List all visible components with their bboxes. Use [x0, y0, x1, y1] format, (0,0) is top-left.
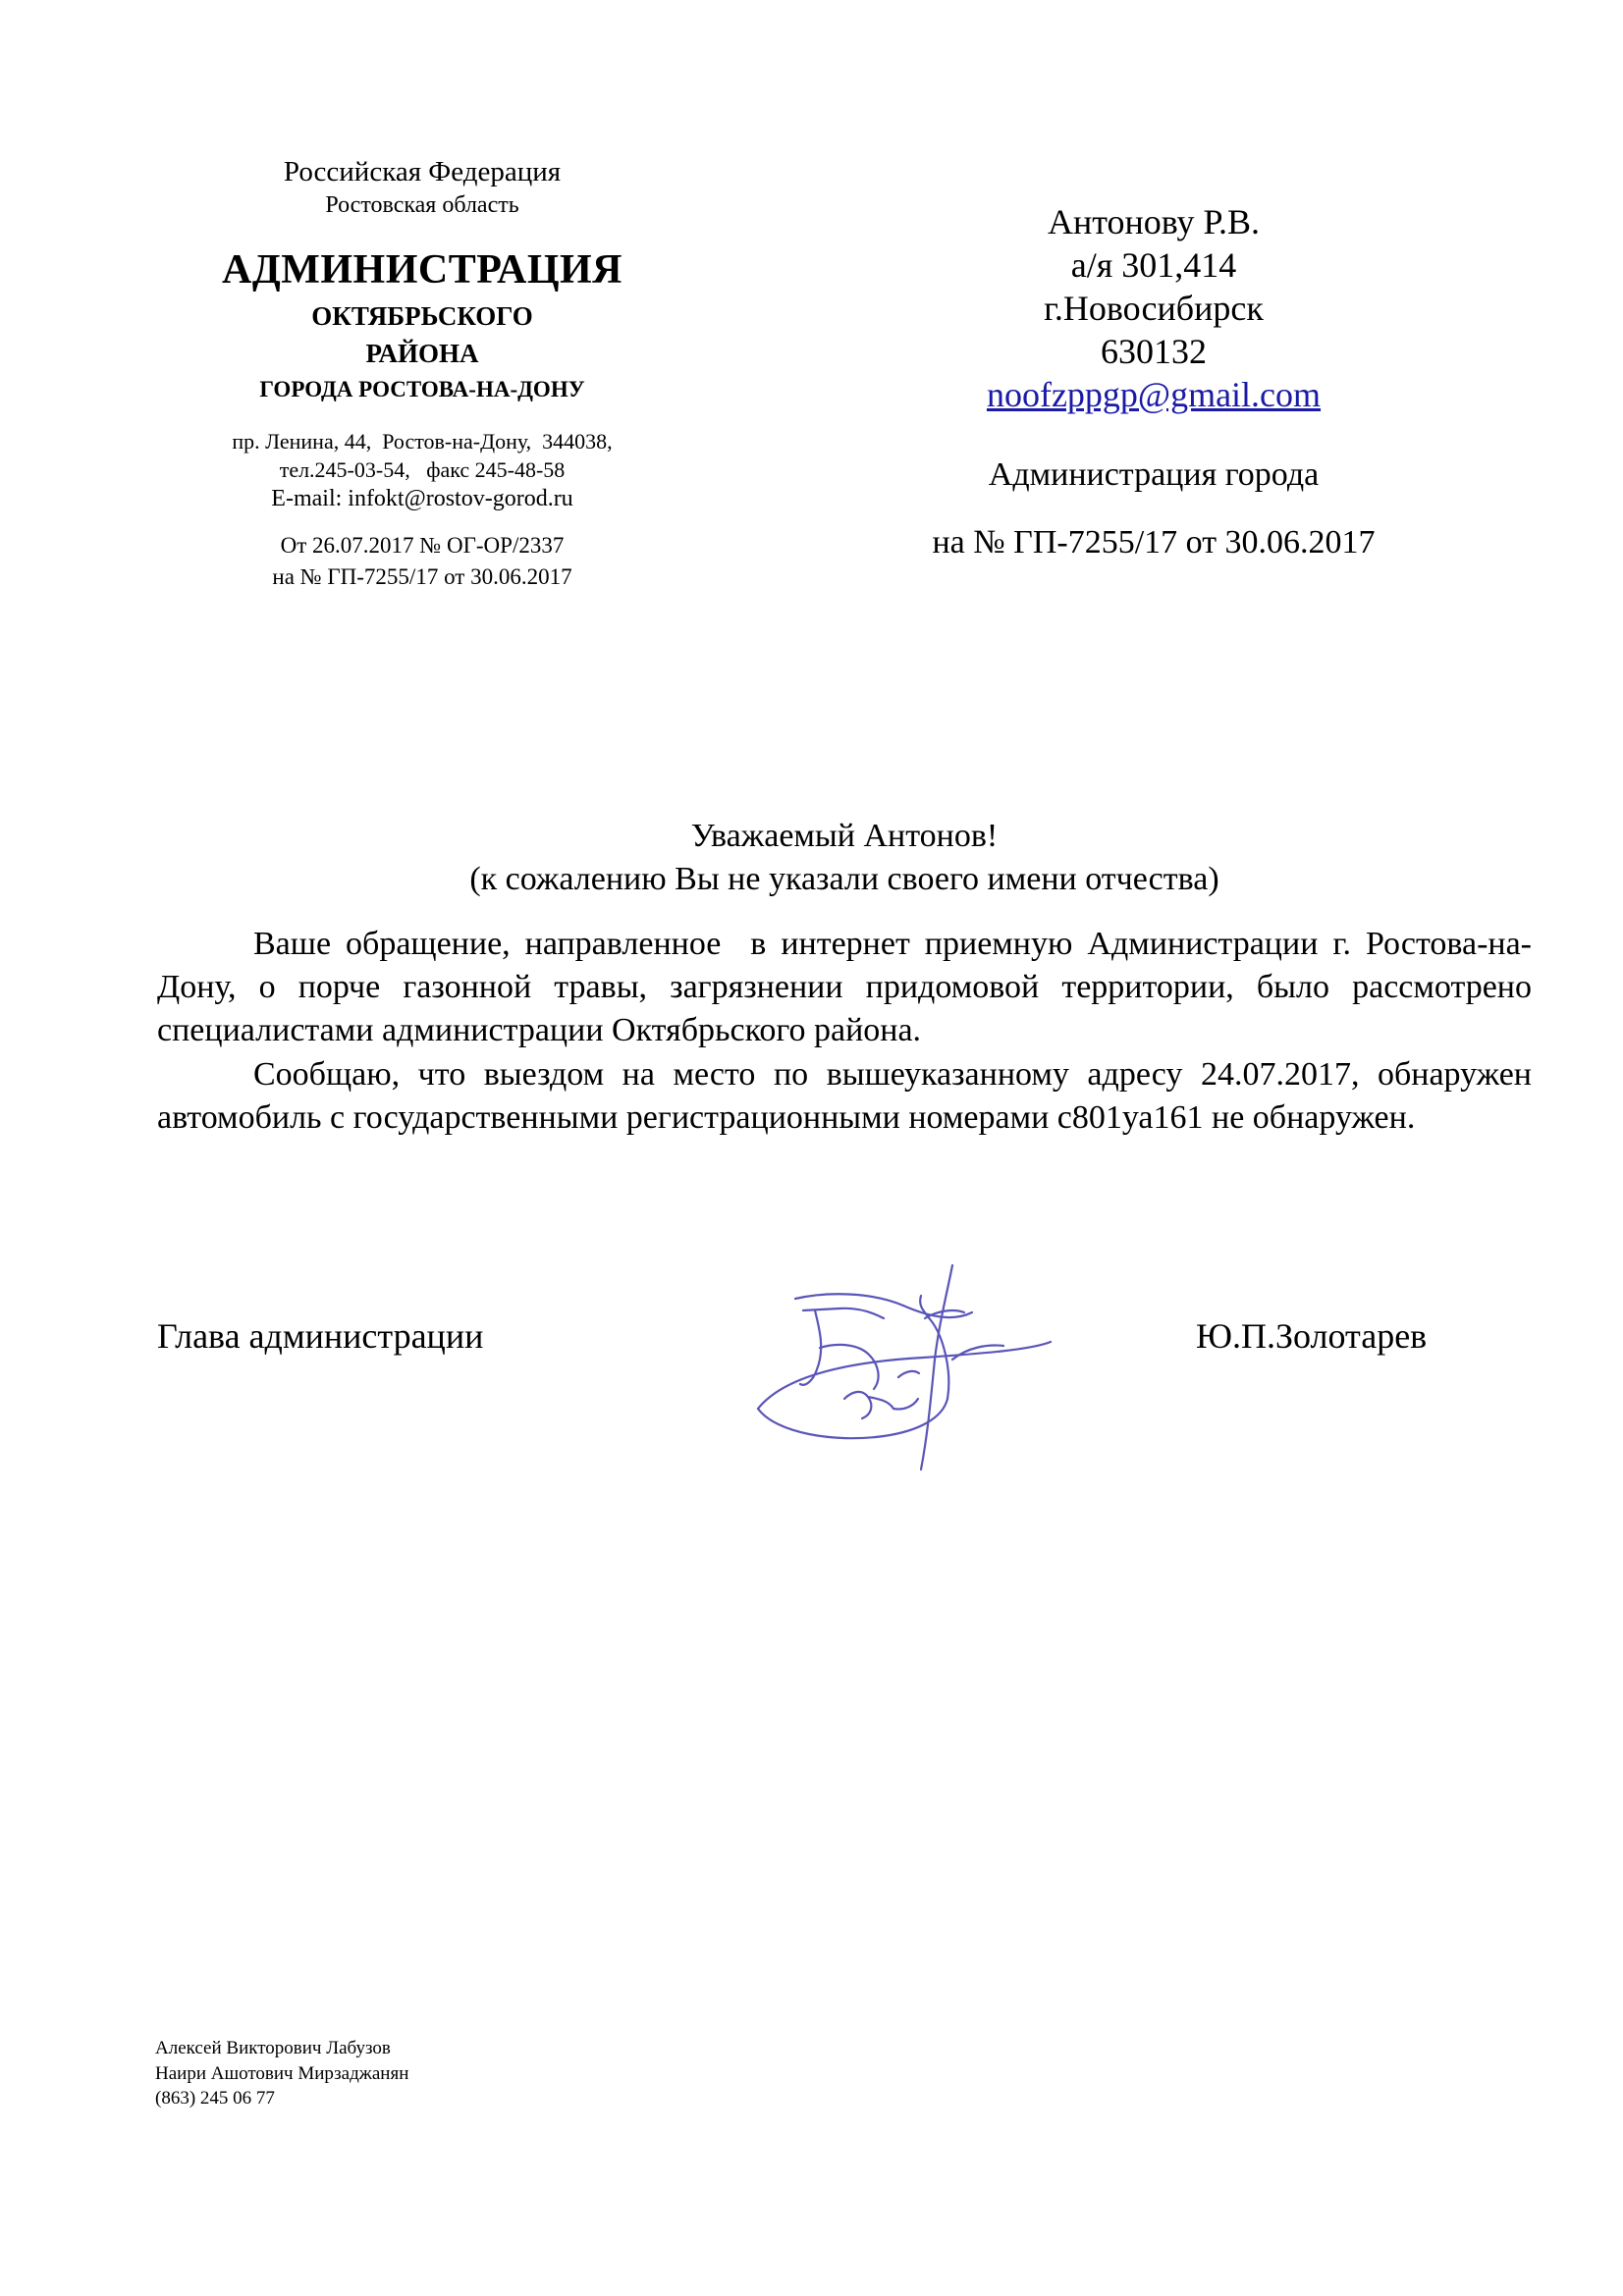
letterhead-country: Российская Федерация	[283, 156, 562, 187]
executor-1: Алексей Викторович Лабузов	[155, 2038, 391, 2058]
addressee-copy-to: Администрация города	[988, 455, 1320, 493]
addressee-email-link[interactable]: noofzppgp@gmail.com	[986, 374, 1322, 414]
letterhead-address-line2: тел.245-03-54, факс 245-48-58	[279, 456, 566, 482]
executors-block	[155, 2036, 408, 2111]
letterhead-district-line2: РАЙОНА	[365, 339, 479, 369]
body-paragraph-2: Сообщаю, что выездом на место по вышеуказанному адресу 24.07.2017, обнаружен автомобиль с государственными регистрационными номерами с801уа161 не обнаружен.	[157, 1055, 1532, 1136]
letterhead-email: E-mail: infokt@rostov-gorod.ru	[271, 485, 573, 511]
addressee-name: Антонову Р.В.	[1047, 202, 1261, 241]
letterhead-address	[177, 428, 668, 484]
addressee-city: г.Новосибирск	[1044, 288, 1264, 328]
executor-phone: (863) 245 06 77	[155, 2088, 275, 2109]
letterhead-incoming-ref: на № ГП-7255/17 от 30.06.2017	[272, 563, 572, 589]
salutation-note: (к сожалению Вы не указали своего имени отчества)	[469, 860, 1219, 897]
addressee-reference: на № ГП-7255/17 от 30.06.2017	[932, 524, 1376, 561]
addressee-postcode: 630132	[1101, 331, 1207, 371]
letterhead-region: Ростовская область	[325, 191, 519, 218]
salutation	[157, 815, 1532, 900]
salutation-greeting: Уважаемый Антонов!	[690, 818, 999, 854]
letter-body	[157, 923, 1541, 1140]
addressee-block	[874, 201, 1434, 562]
letterhead-city: ГОРОДА РОСТОВА-НА-ДОНУ	[259, 376, 585, 401]
handwritten-signature	[746, 1252, 1060, 1477]
letterhead	[177, 155, 668, 591]
letterhead-outgoing-ref: От 26.07.2017 № ОГ-ОР/2337	[280, 533, 565, 559]
letterhead-district-line1: ОКТЯБРЬСКОГО	[311, 300, 533, 331]
signatory-title: Глава администрации	[157, 1316, 484, 1356]
letterhead-admin: АДМИНИСТРАЦИЯ	[221, 246, 622, 293]
addressee-po-box: а/я 301,414	[1070, 244, 1237, 285]
executor-2: Наири Ашотович Мирзаджанян	[155, 2062, 409, 2084]
body-paragraph-1: Ваше обращение, направленное в интернет приемную Администрации г. Ростова-на-Дону, о порче газонной травы, загрязнении придомовой территории, было рассмотрено специалистами администрации Октябрьского района.	[157, 926, 1541, 1049]
letterhead-address-line1: пр. Ленина, 44, Ростов-на-Дону, 344038,	[232, 429, 613, 454]
signatory-name: Ю.П.Золотарев	[1196, 1316, 1428, 1356]
